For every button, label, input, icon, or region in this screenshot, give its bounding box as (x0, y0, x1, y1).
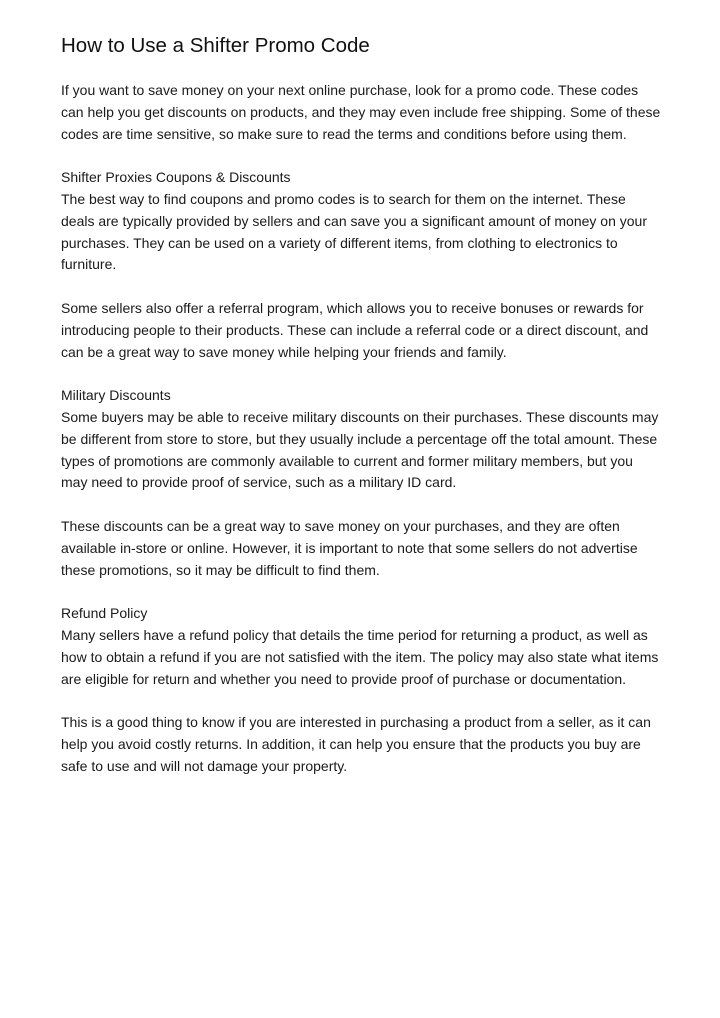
paragraph-military-note: These discounts can be a great way to save money on your purchases, and they are often available in-store or online. However, it is important to note that some sellers do not advertise these promotions, so it may be difficult to find them. (61, 517, 638, 578)
section-heading-military: Military Discounts (61, 387, 171, 404)
section-refund-note (61, 712, 662, 777)
intro-section (61, 80, 662, 145)
section-referral (61, 298, 662, 363)
paragraph-refund-note: This is a good thing to know if you are interested in purchasing a product from a seller, as it can help you avoid costly returns. In addition, it can help you ensure that the products you buy are safe to use and will not damage your property. (61, 714, 651, 774)
section-heading-coupons: Shifter Proxies Coupons & Discounts (61, 169, 291, 186)
section-coupons (61, 167, 662, 276)
paragraph-referral: Some sellers also offer a referral program, which allows you to receive bonuses or rewards for introducing people to their products. These can include a referral code or a direct discount, and can be a great way to save money while helping your friends and family. (61, 299, 649, 360)
page-title: How to Use a Shifter Promo Code (61, 34, 370, 57)
section-military (61, 385, 662, 494)
paragraph-refund: Many sellers have a refund policy that details the time period for returning a product, as well as how to obtain a refund if you are not satisfied with the item. The policy may also state what items are eligible for return and whether you need to provide proof of purchase or documentation. (61, 626, 659, 687)
section-military-note (61, 516, 662, 581)
paragraph-intro: If you want to save money on your next online purchase, look for a promo code. These codes can help you get discounts on products, and they may even include free shipping. Some of these codes are time sensitive, so make sure to read the terms and conditions before using them. (61, 82, 661, 142)
paragraph-military: Some buyers may be able to receive military discounts on their purchases. These discounts may be different from store to store, but they usually include a percentage off the total amount. These types of promotions are commonly available to current and former military members, but you may need to provide proof of service, such as a military ID card. (61, 408, 659, 491)
section-heading-refund: Refund Policy (61, 605, 148, 622)
paragraph-coupons: The best way to find coupons and promo codes is to search for them on the internet. These deals are typically provided by sellers and can save you a significant amount of money on your purchases. They can be used on a variety of different items, from clothing to electronics to furniture. (61, 190, 647, 273)
section-refund (61, 603, 662, 690)
